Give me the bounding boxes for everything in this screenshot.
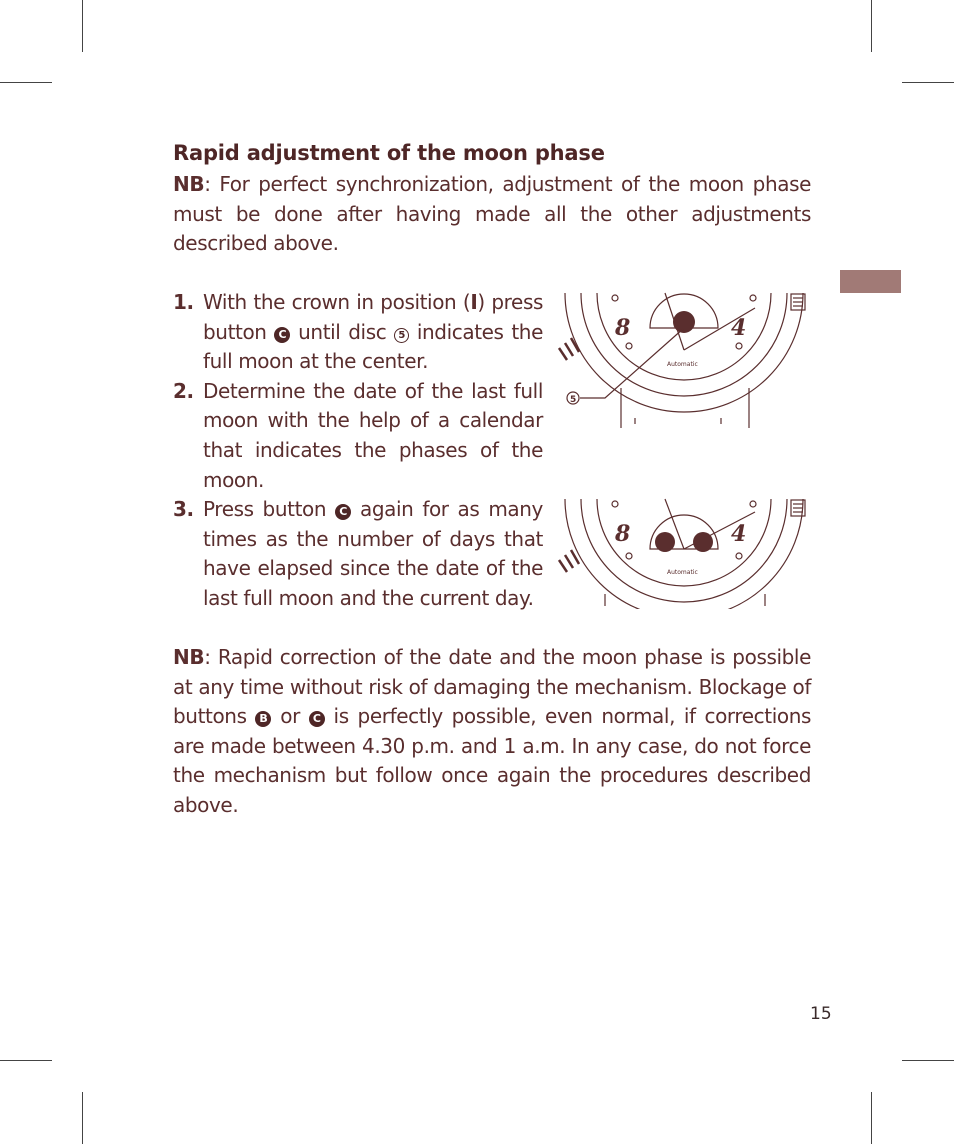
disc-5-icon: 5 [394,328,409,343]
dial-numeral-8: 8 [615,315,631,341]
button-c-icon: C [274,327,290,343]
step-text: again for as many times as the number of days that have elapsed since the date of the last full moon and the current day. [203,497,543,610]
dial-brand-text: Automatic [667,569,698,576]
callout-label: 5 [570,395,577,405]
crop-mark [871,1092,872,1144]
watch-diagram-adjusted [555,494,815,609]
button-c-icon: C [309,711,325,727]
crop-mark [902,1060,954,1061]
step-text: indicates the full moon at the center. [203,319,543,374]
nb-label: NB [173,172,205,196]
page-number: 15 [810,1004,832,1024]
step-item [173,495,543,613]
step-text: Press button [203,497,336,522]
crop-mark [82,0,83,52]
dial-numeral-4: 4 [731,521,747,547]
step-text: Determine the date of the last full moon with the help of a calendar that indicates the phases of the moon. [203,378,543,492]
dial-brand-text: Automatic [667,361,698,368]
step-text: With the crown in position ( [203,290,471,314]
watch-diagram-full-moon [555,288,815,433]
crop-mark [902,82,954,83]
section-heading: Rapid adjustment of the moon phase [173,141,605,165]
dial-numeral-8: 8 [615,521,631,547]
outro-paragraph [173,643,811,821]
intro-text: : For perfect synchronization, adjustment of the moon phase must be done after having made all the other adjustments described above. [173,172,811,256]
button-b-icon: B [255,711,271,727]
outro-text: or [271,704,309,729]
button-c-icon: C [335,504,351,520]
step-number: 3. [173,497,194,522]
outro-text: : Rapid correction of the date and the moon phase is possible at any time without risk of damaging the mechanism. Blockage of buttons [173,645,811,729]
step-text: until disc [290,319,395,344]
crop-mark [0,1060,52,1061]
intro-paragraph [173,170,811,259]
section-tab [840,270,901,293]
crop-mark [871,0,872,52]
nb-label: NB [173,645,205,669]
step-number: 2. [173,378,194,403]
step-list [173,288,543,614]
crop-mark [82,1092,83,1144]
step-item [173,288,543,377]
crown-position: I [470,290,478,314]
crop-mark [0,82,52,83]
step-text: ) press button [203,290,543,344]
dial-numeral-4: 4 [731,315,747,341]
step-item [173,377,543,495]
outro-text: is perfectly possible, even normal, if corrections are made between 4.30 p.m. and 1 a.m. In any case, do not force the mechanism but follow once again the procedures described above. [173,704,811,817]
step-number: 1. [173,290,194,314]
